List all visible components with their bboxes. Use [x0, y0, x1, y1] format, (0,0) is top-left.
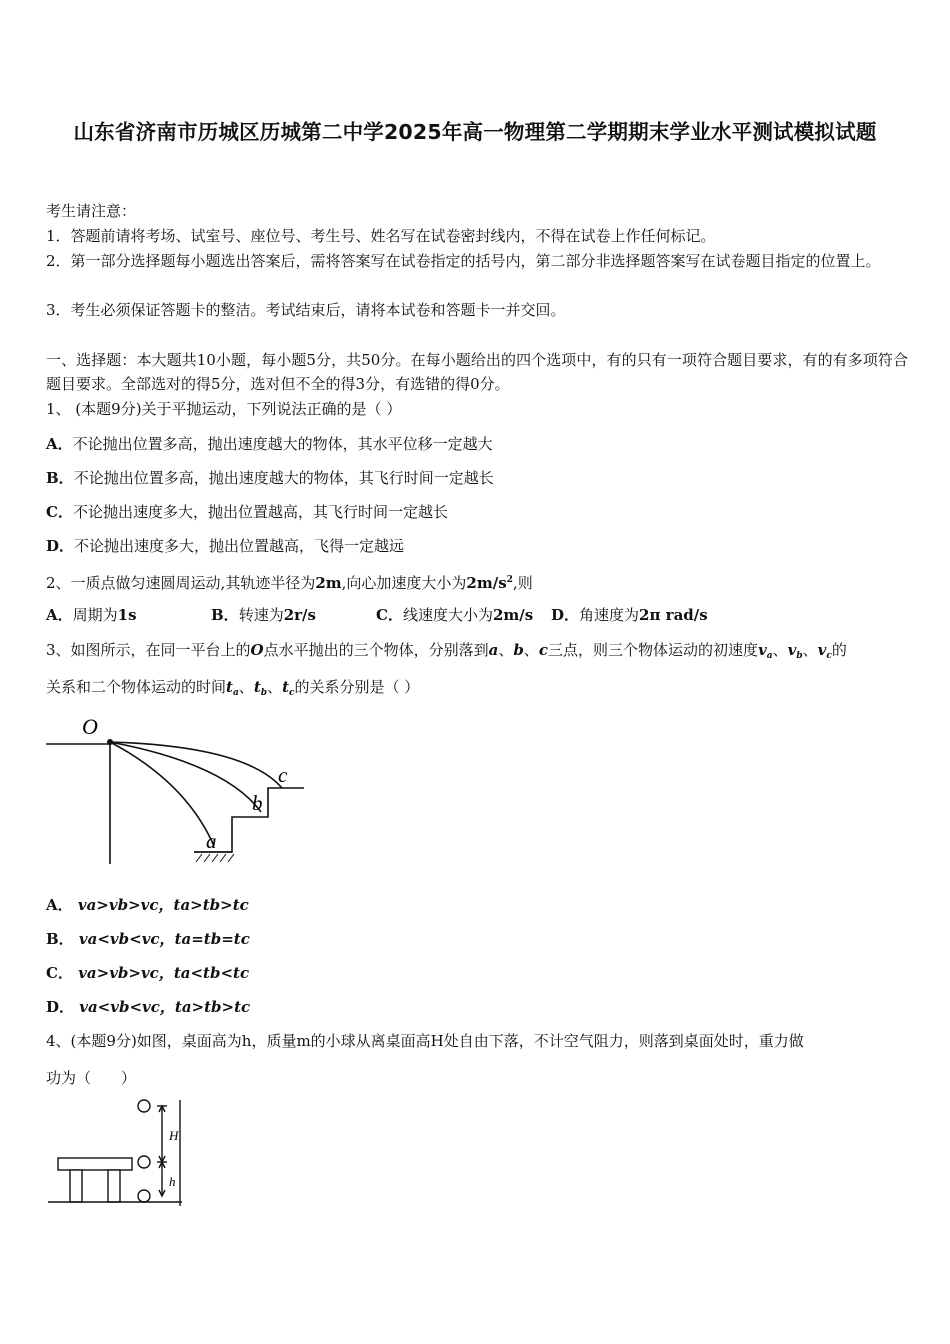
label-c: c [278, 763, 288, 787]
option-v: va>vb>vc [77, 896, 159, 914]
q3-figure [46, 712, 316, 872]
label-H: H [169, 1128, 179, 1143]
q3-stem-part: 点水平抛出的三个物体，分别落到 [263, 641, 489, 659]
option-v: va<vb<vc [78, 930, 160, 948]
label-o: O [82, 714, 98, 739]
option-t: ta>tb>tc [174, 998, 251, 1016]
ball-middle [138, 1156, 150, 1168]
ball-bottom [138, 1190, 150, 1202]
q1-option-b [46, 468, 494, 488]
q2-options [46, 605, 708, 625]
table-leg [70, 1170, 82, 1202]
option-t: ta>tb>tc [173, 896, 249, 914]
option-v: va<vb<vc [79, 998, 160, 1016]
notice-item-3: 3．考生必须保证答题卡的整洁。考试结束后，请将本试卷和答题卡一并交回。 [46, 301, 566, 319]
q3-stem-part: 的关系分别是（ ） [294, 678, 420, 696]
q3-stem-line1: 3、如图所示，在同一平台上的O点水平抛出的三个物体，分别落到a、b、c三点，则三个物体运动的初速度$v_a$、$v_b$、$v_c$的 [46, 641, 847, 661]
q2-accel-exp: 2 [506, 575, 513, 585]
option-letter: A． [46, 606, 73, 624]
notice-item-2: 2．第一部分选择题每小题选出答案后，需将答案写在试卷指定的括号内，第二部分非选择题答案写在试卷题目指定的位置上。 [46, 252, 881, 270]
option-text: 不论抛出位置多高，抛出速度越大的物体，其水平位移一定越大 [72, 435, 493, 453]
section-heading: 一、选择题：本大题共10小题，每小题5分，共50分。在每小题给出的四个选项中，有的只有一项符合题目要求，有的有多项符合题目要求。全部选对的得5分，选对但不全的得3分，有选错的得0分。 [46, 351, 908, 393]
option-letter: C． [376, 606, 403, 624]
q1-option-c [46, 502, 448, 522]
table-top [58, 1158, 132, 1170]
option-letter: D． [551, 606, 580, 624]
notice-heading: 考生请注意： [46, 202, 137, 220]
q3-stem-part: 三点，则三个物体运动的初速度 [548, 641, 759, 659]
option-value: 2π rad/s [639, 606, 708, 624]
q2-accel: 2m/s [466, 574, 507, 592]
q3-option-c: C． va>vb>vc，ta<tb<tc [46, 964, 250, 982]
q2-stem-part: 2、一质点做匀速圆周运动,其轨迹半径为 [46, 574, 316, 592]
q3-point-o: O [250, 641, 264, 659]
ground-hatch [196, 854, 234, 862]
option-t: ta<tb<tc [173, 964, 250, 982]
q3-option-b: B． va<vb<vc，ta=tb=tc [46, 930, 250, 948]
q2-option-a [46, 605, 211, 625]
option-text: 不论抛出位置多高，抛出速度越大的物体，其飞行时间一定越长 [73, 469, 494, 487]
option-letter: B． [211, 606, 239, 624]
option-letter: B． [46, 930, 74, 948]
option-letter: C． [46, 964, 73, 982]
origin-dot [107, 739, 113, 745]
ball-top [138, 1100, 150, 1112]
q1-option-d [46, 536, 404, 556]
option-text: 角速度为 [579, 606, 640, 624]
q2-option-c [376, 605, 551, 625]
q3-option-a: A． va>vb>vc，ta>tb>tc [46, 896, 249, 914]
q2-radius: 2m [315, 574, 342, 592]
trajectory-a [110, 742, 214, 846]
option-text: 不论抛出速度多大，抛出位置越高，其飞行时间一定越长 [72, 503, 448, 521]
trajectory-c [110, 742, 282, 788]
option-value: 2r/s [283, 606, 316, 624]
option-letter: B． [46, 469, 74, 487]
option-value: 2m/s [492, 606, 534, 624]
q2-stem-part: ,向心加速度大小为 [341, 574, 467, 592]
option-letter: A． [46, 435, 73, 453]
option-text: 转速为 [238, 606, 284, 624]
q3-point: c [538, 641, 549, 659]
q2-stem [46, 570, 533, 593]
option-letter: D． [46, 537, 75, 555]
option-letter: C． [46, 503, 73, 521]
q4-stem-line2: 功为（ ） [46, 1069, 137, 1087]
option-text: 周期为 [72, 606, 118, 624]
option-letter: A． [46, 896, 73, 914]
option-text: 线速度大小为 [402, 606, 493, 624]
q3-stem-part: 关系和二个物体运动的时间 [46, 678, 227, 696]
q3-stem-part: 3、如图所示，在同一平台上的 [46, 641, 251, 659]
option-value: 1s [117, 606, 137, 624]
q2-option-d [551, 605, 708, 625]
q3-stem-part: 的 [831, 641, 847, 659]
label-h: h [169, 1174, 176, 1189]
q2-option-b [211, 605, 376, 625]
q3-option-d: D． va<vb<vc，ta>tb>tc [46, 998, 251, 1016]
label-b: b [252, 791, 263, 815]
label-a: a [206, 829, 217, 853]
option-v: va>vb>vc [78, 964, 159, 982]
q2-stem-part: ,则 [512, 574, 533, 592]
q4-figure [46, 1098, 186, 1208]
q3-stem-line2: 关系和二个物体运动的时间$t_a$、$t_b$、$t_c$的关系分别是（ ） [46, 678, 420, 698]
table-leg [108, 1170, 120, 1202]
q1-stem: 1、 (本题9分)关于平抛运动，下列说法正确的是（ ） [46, 400, 402, 418]
q4-stem-line1: 4、(本题9分)如图，桌面高为h，质量m的小球从离桌面高H处自由下落，不计空气阻力，则落到桌面处时，重力做 [46, 1032, 804, 1050]
option-letter: D． [46, 998, 75, 1016]
q1-option-a [46, 434, 493, 454]
page-title: 山东省济南市历城区历城第二中学2025年高一物理第二学期期末学业水平测试模拟试题 [73, 120, 877, 144]
option-t: ta=tb=tc [174, 930, 250, 948]
q3-point: a [488, 641, 499, 659]
notice-item-1: 1．答题前请将考场、试室号、座位号、考生号、姓名写在试卷密封线内，不得在试卷上作任何标记。 [46, 227, 716, 245]
q3-point: b [513, 641, 524, 659]
option-text: 不论抛出速度多大，抛出位置越高，飞得一定越远 [74, 537, 405, 555]
